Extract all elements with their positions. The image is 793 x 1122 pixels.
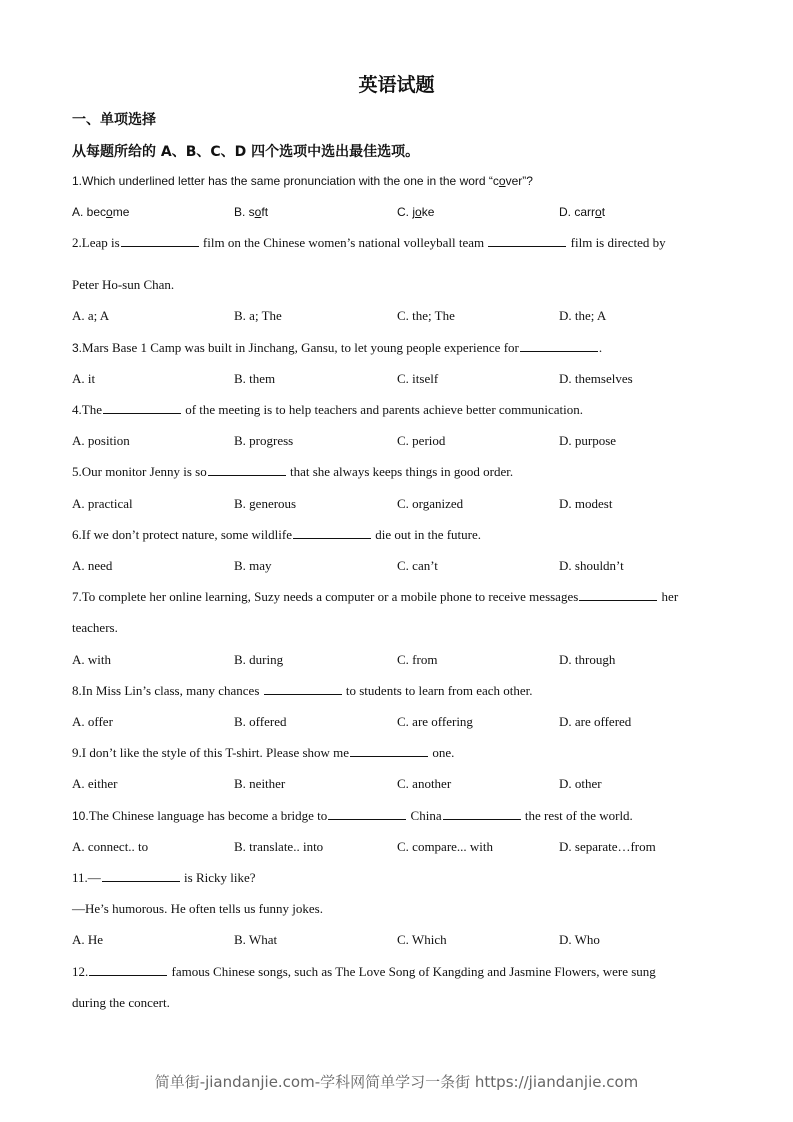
question-8: 8.In Miss Lin’s class, many chances to students to learn from each other. [72, 683, 533, 698]
option-c[interactable]: C. another [397, 776, 452, 791]
option-c[interactable]: C. compare... with [397, 839, 494, 854]
question-11: 11.— is Ricky like? [72, 870, 256, 885]
option-a[interactable]: A. it [72, 371, 96, 386]
question-3: 3.Mars Base 1 Camp was built in Jinchang, Gansu, to let young people experience for . [72, 340, 603, 355]
option-a[interactable]: A. connect.. to [72, 839, 149, 854]
question-9: 9.I don’t like the style of this T-shirt. Please show me one. [72, 745, 455, 760]
option-d[interactable]: D. purpose [559, 433, 617, 448]
answer-blank[interactable] [103, 401, 181, 414]
option-d[interactable]: D. are offered [559, 714, 632, 729]
question-7: 7.To complete her online learning, Suzy needs a computer or a mobile phone to receive messages her [72, 589, 679, 604]
option-a[interactable]: A. become [72, 205, 130, 219]
answer-blank[interactable] [328, 807, 406, 820]
answer-blank[interactable] [89, 963, 167, 976]
option-b[interactable]: B. offered [234, 714, 287, 729]
option-d[interactable]: D. Who [559, 932, 600, 947]
question-2: 2.Leap is film on the Chinese women’s national volleyball team film is directed by [72, 235, 666, 250]
answer-blank[interactable] [264, 682, 342, 695]
question-12: 12. famous Chinese songs, such as The Love Song of Kangding and Jasmine Flowers, were sung [72, 964, 656, 979]
question-6: 6.If we don’t protect nature, some wildlife die out in the future. [72, 527, 482, 542]
option-d[interactable]: D. the; A [559, 308, 607, 323]
option-a[interactable]: A. He [72, 932, 104, 947]
page-title: 英语试题 [358, 74, 435, 96]
option-d[interactable]: D. other [559, 776, 602, 791]
question-4: 4.The of the meeting is to help teachers and parents achieve better communication. [72, 402, 584, 417]
option-b[interactable]: B. progress [234, 433, 294, 448]
option-b[interactable]: B. soft [234, 205, 269, 219]
option-c[interactable]: C. Which [397, 932, 447, 947]
option-a[interactable]: A. a; A [72, 308, 110, 323]
option-a[interactable]: A. either [72, 776, 118, 791]
question-5: 5.Our monitor Jenny is so that she always keeps things in good order. [72, 464, 514, 479]
question-2-continued: Peter Ho-sun Chan. [72, 277, 175, 292]
option-c[interactable]: C. itself [397, 371, 439, 386]
option-b[interactable]: B. translate.. into [234, 839, 324, 854]
option-b[interactable]: B. may [234, 558, 272, 573]
option-b[interactable]: B. What [234, 932, 278, 947]
question-11-continued: —He’s humorous. He often tells us funny jokes. [72, 901, 323, 916]
option-a[interactable]: A. practical [72, 496, 133, 511]
option-b[interactable]: B. generous [234, 496, 297, 511]
option-c[interactable]: C. period [397, 433, 446, 448]
answer-blank[interactable] [208, 463, 286, 476]
section-heading: 一、单项选择 [72, 112, 156, 128]
option-b[interactable]: B. during [234, 652, 284, 667]
option-c[interactable]: C. the; The [397, 308, 455, 323]
answer-blank[interactable] [121, 234, 199, 247]
option-a[interactable]: A. offer [72, 714, 113, 729]
question-12-continued: during the concert. [72, 995, 170, 1010]
answer-blank[interactable] [520, 339, 598, 352]
option-a[interactable]: A. position [72, 433, 130, 448]
option-c[interactable]: C. from [397, 652, 438, 667]
option-a[interactable]: A. with [72, 652, 111, 667]
answer-blank[interactable] [579, 588, 657, 601]
option-a[interactable]: A. need [72, 558, 113, 573]
option-b[interactable]: B. them [234, 371, 276, 386]
option-c[interactable]: C. joke [397, 205, 435, 219]
question-10: 10.The Chinese language has become a bridge to China the rest of the world. [72, 808, 633, 823]
option-d[interactable]: D. through [559, 652, 616, 667]
answer-blank[interactable] [488, 234, 566, 247]
question-1: 1.Which underlined letter has the same pronunciation with the one in the word “cover”? [72, 174, 533, 188]
option-c[interactable]: C. can’t [397, 558, 438, 573]
option-b[interactable]: B. a; The [234, 308, 282, 323]
answer-blank[interactable] [293, 526, 371, 539]
option-d[interactable]: D. separate…from [559, 839, 656, 854]
option-c[interactable]: C. organized [397, 496, 464, 511]
footer-watermark: 简单街-jiandanjie.com-学科网简单学习一条街 https://jiandanjie.com [154, 1073, 639, 1091]
option-b[interactable]: B. neither [234, 776, 286, 791]
option-d[interactable]: D. themselves [559, 371, 633, 386]
answer-blank[interactable] [443, 807, 521, 820]
option-d[interactable]: D. modest [559, 496, 613, 511]
answer-blank[interactable] [350, 744, 428, 757]
question-7-continued: teachers. [72, 620, 118, 635]
option-d[interactable]: D. shouldn’t [559, 558, 624, 573]
instruction: 从每题所给的 A、B、C、D 四个选项中选出最佳选项。 [72, 144, 420, 160]
option-d[interactable]: D. carrot [559, 205, 606, 219]
option-c[interactable]: C. are offering [397, 714, 473, 729]
answer-blank[interactable] [102, 869, 180, 882]
